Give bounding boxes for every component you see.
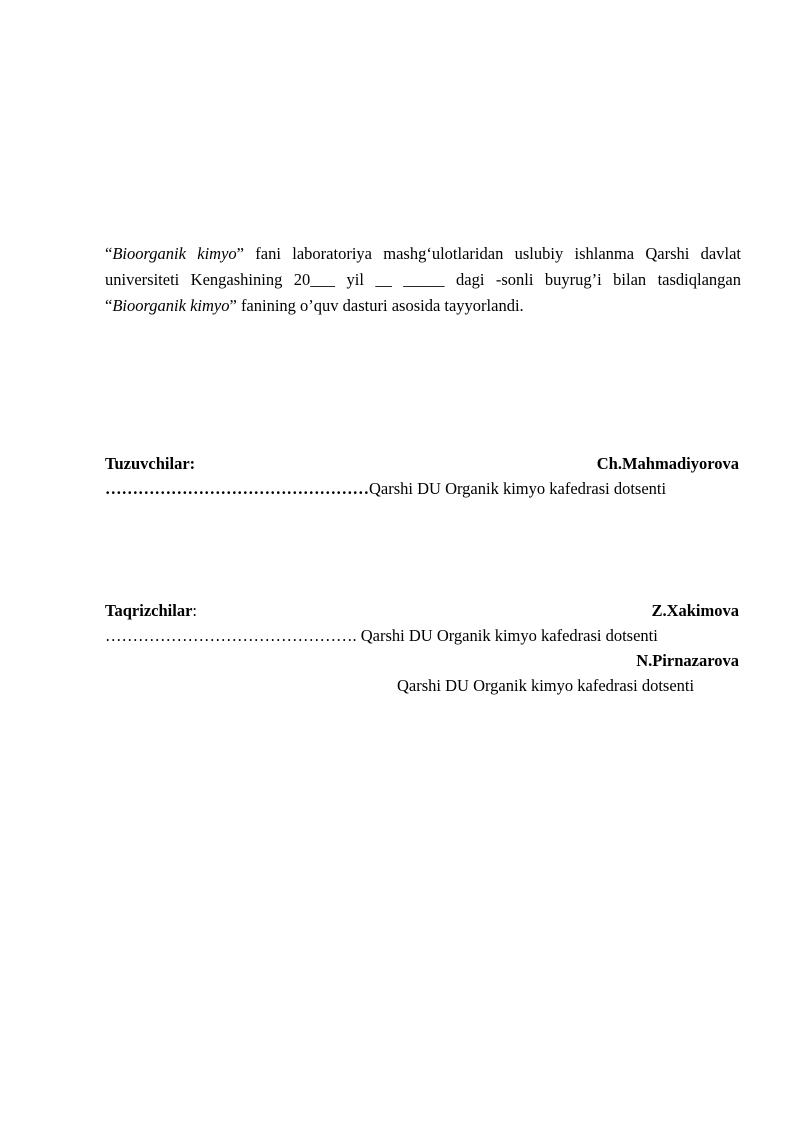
authors-header-line <box>105 452 739 476</box>
subject-title: Bioorganik kimyo <box>112 244 237 263</box>
reviewers-label-wrap <box>105 599 197 623</box>
quote-open: “ <box>105 244 113 263</box>
reviewer-name-line-2 <box>105 649 739 673</box>
signature-dots-2: ………………………………………. <box>105 626 357 645</box>
reviewers-header-line <box>105 599 739 623</box>
reviewer-position-line-2 <box>105 674 739 698</box>
signature-dots: ………………………………………… <box>105 479 369 498</box>
reviewer-position-1: Qarshi DU Organik kimyo kafedrasi dotsenti <box>356 626 658 645</box>
authors-label: Tuzuvchilar: <box>105 454 196 473</box>
author-position: Qarshi DU Organik kimyo kafedrasi dotsenti <box>369 479 667 498</box>
reviewer-position-line-1 <box>105 624 739 648</box>
intro-text-part1: fani laboratoriya mashg‘ulotlaridan uslubiy ishlanma Qarshi davlat universiteti Kengashining 20___ yil __ _____ dagi -sonli buyrug’i bilan tasdiqlangan <box>105 244 742 289</box>
intro-text-part2: fanining o’quv dasturi asosida tayyorlandi. <box>236 296 524 315</box>
reviewers-label: Taqrizchilar <box>105 601 193 620</box>
quote-close-2: ” <box>229 296 237 315</box>
reviewer-position-2: Qarshi DU Organik kimyo kafedrasi dotsenti <box>397 676 695 695</box>
subject-title-2: Bioorganik kimyo <box>112 296 230 315</box>
reviewers-colon: : <box>192 601 197 620</box>
quote-close: ” <box>236 244 244 263</box>
author-name: Ch.Mahmadiyorova <box>596 454 739 473</box>
intro-paragraph <box>105 241 741 319</box>
reviewer-name-2: N.Pirnazarova <box>636 651 739 670</box>
reviewer-name-1: Z.Xakimova <box>651 601 739 620</box>
author-position-line <box>105 477 739 501</box>
quote-open-2: “ <box>105 296 113 315</box>
